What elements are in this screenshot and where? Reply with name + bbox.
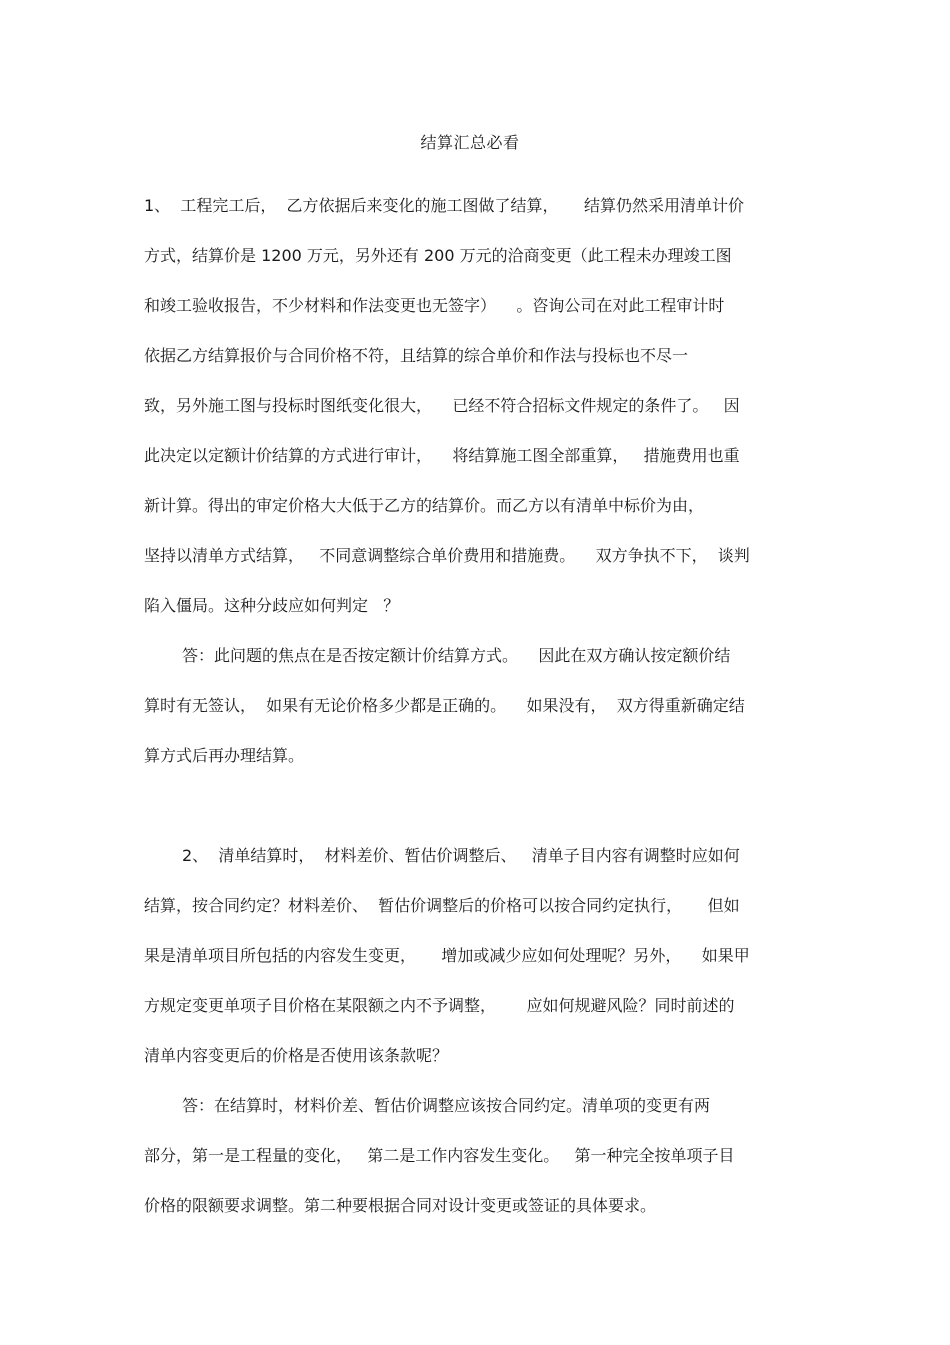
- paragraph-line: 此决定以定额计价结算的方式进行审计， 将结算施工图全部重算， 措施费用也重: [144, 446, 740, 465]
- paragraph-line: 依据乙方结算报价与合同价格不符，且结算的综合单价和作法与投标也不尽一: [144, 346, 689, 365]
- paragraph-line: 致，另外施工图与投标时图纸变化很大， 已经不符合招标文件规定的条件了。 因: [144, 396, 740, 415]
- answer-line: 答：在结算时，材料价差、暂估价调整应该按合同约定。清单项的变更有两: [182, 1096, 711, 1115]
- paragraph-line: 算方式后再办理结算。: [144, 746, 305, 765]
- paragraph-line: 1、 工程完工后， 乙方依据后来变化的施工图做了结算， 结算仍然采用清单计价: [144, 196, 744, 215]
- paragraph-line: 果是清单项目所包括的内容发生变更， 增加或减少应如何处理呢？另外， 如果甲: [144, 946, 750, 965]
- paragraph-line: 新计算。得出的审定价格大大低于乙方的结算价。而乙方以有清单中标价为由，: [144, 496, 705, 515]
- paragraph-line: 陷入僵局。这种分歧应如何判定 ？: [144, 596, 400, 615]
- paragraph-line: 清单内容变更后的价格是否使用该条款呢？: [144, 1046, 449, 1065]
- document-title: 结算汇总必看: [420, 133, 520, 152]
- answer-line: 答：此问题的焦点在是否按定额计价结算方式。 因此在双方确认按定额价结: [182, 646, 731, 665]
- paragraph-line: 和竣工验收报告，不少材料和作法变更也无签字） 。咨询公司在对此工程审计时: [144, 296, 725, 315]
- paragraph-line: 算时有无签认， 如果有无论价格多少都是正确的。 如果没有， 双方得重新确定结: [144, 696, 745, 715]
- paragraph-line: 价格的限额要求调整。第二种要根据合同对设计变更或签证的具体要求。: [144, 1196, 657, 1215]
- paragraph-line: 坚持以清单方式结算， 不同意调整综合单价费用和措施费。 双方争执不下， 谈判: [144, 546, 750, 565]
- paragraph-line: 方式，结算价是 1200 万元，另外还有 200 万元的洽商变更（此工程未办理竣工图: [144, 246, 732, 265]
- paragraph-line: 方规定变更单项子目价格在某限额之内不予调整， 应如何规避风险？同时前述的: [144, 996, 735, 1015]
- paragraph-line: 结算，按合同约定？材料差价、 暂估价调整后的价格可以按合同约定执行， 但如: [144, 896, 740, 915]
- question-line: 2、 清单结算时， 材料差价、暂估价调整后、 清单子目内容有调整时应如何: [182, 846, 740, 865]
- paragraph-line: 部分，第一是工程量的变化， 第二是工作内容发生变化。 第一种完全按单项子目: [144, 1146, 735, 1165]
